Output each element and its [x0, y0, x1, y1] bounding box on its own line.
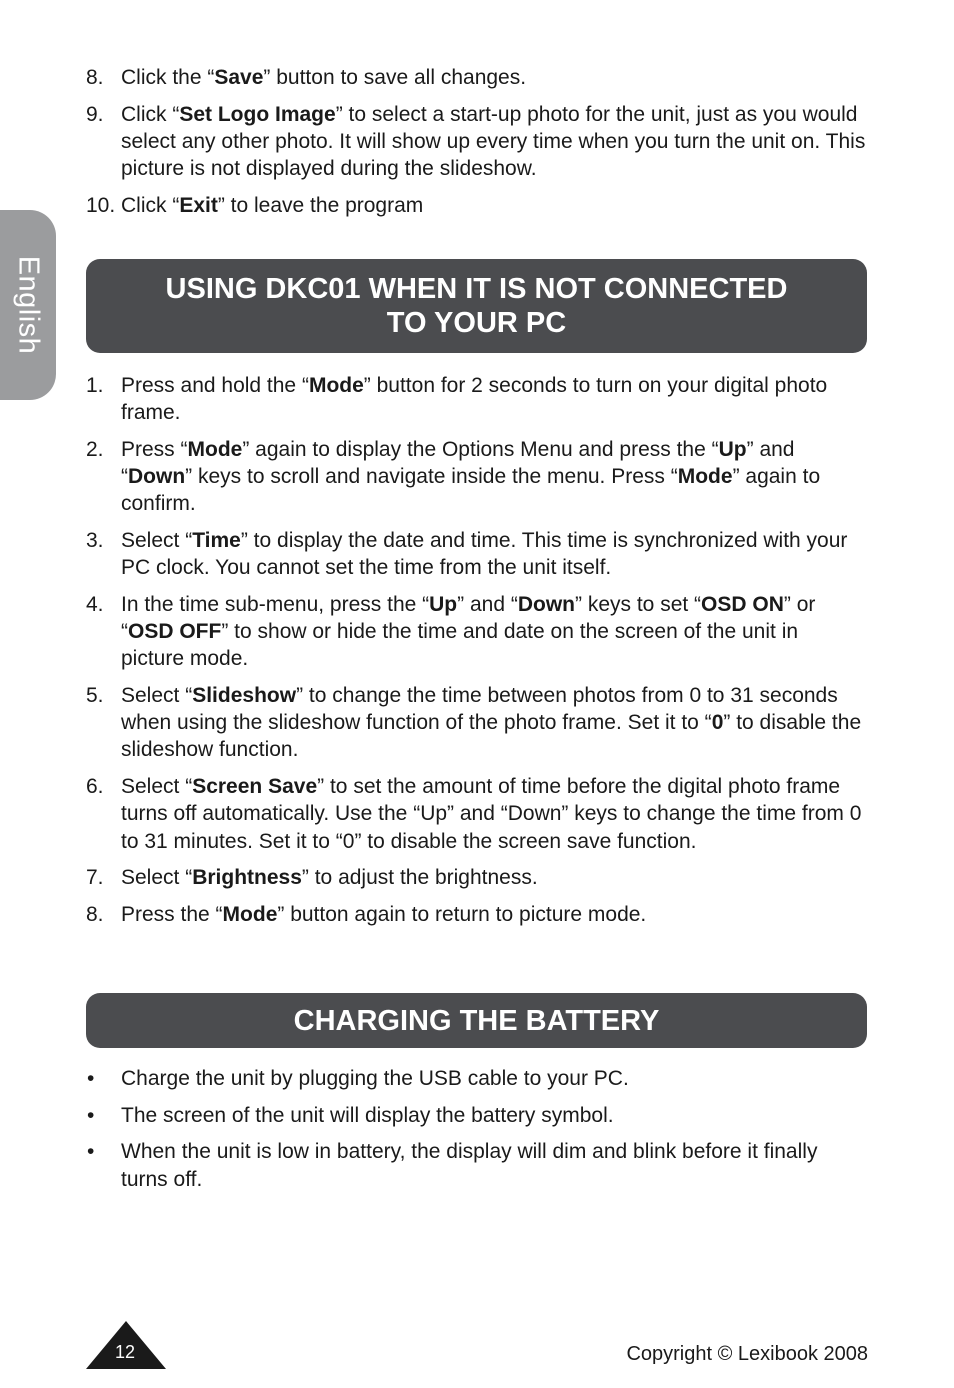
language-tab-label: English [12, 255, 45, 355]
list-item-number: 7. [86, 866, 104, 890]
list-item [0, 591, 866, 673]
list-item-text: ” or “ [121, 592, 816, 644]
list-item-text: ” and “ [457, 592, 518, 616]
bold-term: Exit [179, 193, 218, 217]
list-item-text: ” to adjust the brightness. [301, 866, 538, 890]
bold-term: Down [128, 465, 186, 489]
section-banner-not-connected [86, 259, 867, 353]
list-item-number: 6. [86, 775, 104, 799]
list-item-text: ” keys to set “ [575, 592, 702, 616]
list-item [0, 436, 866, 518]
section-title-line-1: USING DKC01 WHEN IT IS NOT CONNECTED [165, 273, 788, 305]
section-title-line-2: TO YOUR PC [386, 307, 567, 339]
list-item [0, 372, 866, 426]
not-connected-steps-list [0, 372, 954, 928]
section-title-charging: CHARGING THE BATTERY [293, 1004, 660, 1037]
list-item-text: Click the “ [121, 66, 215, 89]
list-item [0, 101, 866, 183]
list-item [0, 1138, 866, 1192]
list-item-text: Select “ [121, 684, 193, 708]
list-item-text: ” to change the time between photos from 0 to 31 seconds when using the slideshow function of the photo frame. Set it to “ [121, 684, 838, 735]
bold-term: 0 [711, 711, 724, 735]
list-item [0, 901, 866, 928]
list-item [0, 64, 866, 91]
list-item-text: Select “ [121, 529, 193, 553]
list-item-text: The screen of the unit will display the battery symbol. [121, 1103, 614, 1127]
list-item-number: 3. [86, 529, 104, 553]
list-item [0, 192, 866, 219]
intro-steps-list [0, 64, 954, 219]
list-item-number: 2. [86, 437, 104, 461]
bold-term: Save [214, 66, 264, 89]
list-item-text: ” button to save all changes. [263, 66, 527, 89]
bold-term: OSD OFF [128, 620, 222, 644]
bold-term: Time [192, 529, 241, 553]
bold-term: Brightness [192, 866, 302, 890]
bullet-marker: • [87, 1140, 95, 1164]
list-item [0, 864, 866, 891]
list-item-number: 9. [86, 102, 104, 126]
bold-term: Mode [187, 437, 243, 461]
list-item-text: ” keys to scroll and navigate inside the menu. Press “ [185, 465, 678, 489]
list-item-text: ” to display the date and time. This time is synchronized with your PC clock. You cannot set the time from the unit itself. [121, 529, 848, 580]
bullet-marker: • [87, 1103, 95, 1127]
list-item-text: ” to leave the program [217, 193, 424, 217]
list-item-number: 1. [86, 374, 104, 397]
list-item-number: 10. [86, 193, 116, 217]
list-item-text: ” button again to return to picture mode. [277, 902, 647, 926]
list-item-number: 4. [86, 592, 104, 616]
list-item-text: ” again to display the Options Menu and press the “ [242, 437, 719, 461]
bullet-marker: • [87, 1067, 95, 1090]
list-item-text: Charge the unit by plugging the USB cable to your PC. [121, 1067, 629, 1090]
section-banner-charging [86, 993, 867, 1048]
list-item [0, 1102, 866, 1129]
charging-bullets-list [0, 1065, 954, 1193]
bold-term: OSD ON [701, 592, 784, 616]
copyright-text: Copyright © Lexibook 2008 [626, 1343, 868, 1365]
list-item-text: ” to disable the slideshow function. [121, 711, 862, 762]
list-item-number: 8. [86, 66, 104, 89]
list-item [0, 682, 866, 764]
list-item [0, 773, 866, 855]
list-item-text: Click “ [121, 102, 180, 126]
bold-term: Mode [677, 465, 733, 489]
list-item-text: Click “ [121, 193, 180, 217]
bold-term: Up [718, 437, 747, 461]
list-item-text: Press the “ [121, 902, 223, 926]
list-item-number: 8. [86, 902, 104, 926]
list-item-text: ” again to confirm. [121, 465, 821, 516]
list-item-text: Select “ [121, 866, 193, 890]
list-item [0, 1065, 866, 1092]
bold-term: Up [429, 592, 458, 616]
bold-term: Mode [222, 902, 278, 926]
list-item-text: ” to set the amount of time before the digital photo frame turns off automatically. Use the “Up” and “Down” keys to change the time from 0 to 31 minutes. Set it to “0” to disable the screen save function. [121, 775, 862, 853]
list-item-text: ” to select a start-up photo for the unit, just as you would select any other photo. It will show up every time when you turn the unit on. This picture is not displayed during the slideshow. [121, 102, 866, 181]
list-item-text: ” to show or hide the time and date on the screen of the unit in picture mode. [121, 620, 799, 671]
list-item-text: When the unit is low in battery, the display will dim and blink before it finally turns off. [121, 1140, 818, 1191]
bold-term: Down [517, 592, 575, 616]
list-item-text: Press and hold the “ [121, 374, 309, 397]
bold-term: Mode [308, 374, 364, 397]
page-number: 12 [114, 1342, 136, 1362]
list-item-text: Press “ [121, 437, 188, 461]
list-item-text: Select “ [121, 775, 193, 799]
list-item-text: ” and “ [121, 437, 795, 489]
bold-term: Screen Save [192, 775, 318, 799]
list-item-text: ” button for 2 seconds to turn on your digital photo frame. [121, 374, 828, 425]
list-item-number: 5. [86, 684, 104, 708]
bold-term: Slideshow [192, 684, 297, 708]
list-item [0, 527, 866, 581]
list-item-text: In the time sub-menu, press the “ [121, 592, 430, 616]
bold-term: Set Logo Image [179, 102, 336, 126]
